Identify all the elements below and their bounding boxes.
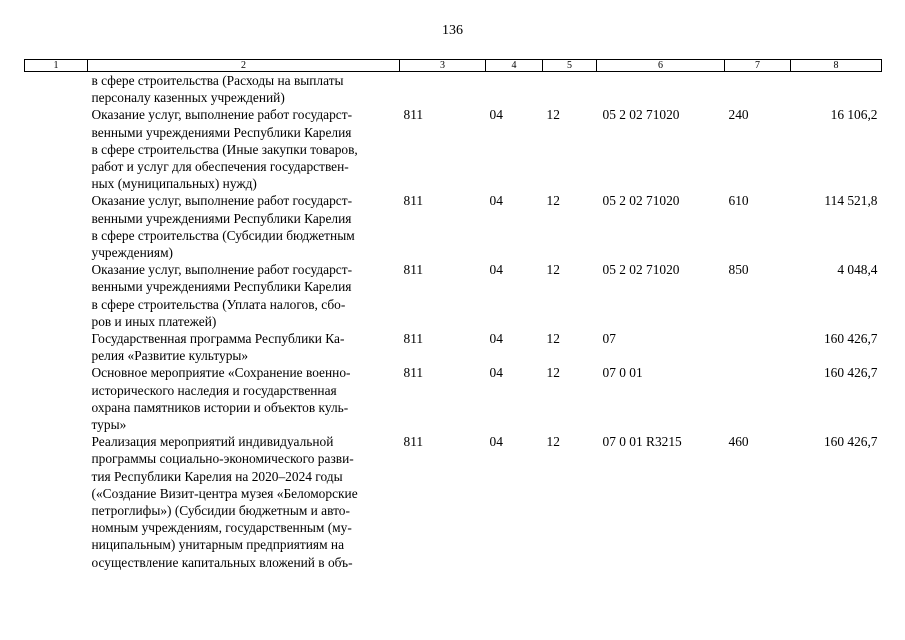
column-header: 6 <box>597 60 725 72</box>
row-index-cell <box>25 72 88 107</box>
row-index-cell <box>25 106 88 192</box>
table-row <box>25 72 882 107</box>
expense-type-code: 240 <box>728 107 749 123</box>
expense-type-code: 610 <box>728 193 749 209</box>
item-name-line: туры» <box>91 417 127 433</box>
table-row <box>25 261 882 330</box>
table-row <box>25 192 882 261</box>
item-name-line: Основное мероприятие «Сохранение военно- <box>91 365 351 381</box>
item-name-line: ров и иных платежей) <box>91 313 217 329</box>
amount: 160 426,7 <box>823 331 878 347</box>
item-name-line: петроглифы») (Субсидии бюджетным и авто- <box>91 503 350 519</box>
expense-type-code <box>725 72 791 107</box>
table-row <box>25 330 882 364</box>
target-article-code: 05 2 02 71020 <box>602 193 680 209</box>
item-name-cell <box>88 192 400 261</box>
item-name-line: Оказание услуг, выполнение работ государст- <box>91 262 353 278</box>
column-header: 1 <box>25 60 88 72</box>
expense-type-code: 850 <box>728 262 749 278</box>
expense-type-code: 460 <box>728 434 749 450</box>
section-code <box>486 72 543 107</box>
ministry-code <box>400 72 486 107</box>
item-name-line: («Создание Визит-центра музея «Беломорские <box>91 485 358 501</box>
subsection-code <box>543 72 597 107</box>
subsection-code: 12 <box>546 331 560 347</box>
item-name-line: ниципальным) унитарным предприятиям на <box>91 537 345 553</box>
item-name-cell <box>88 364 400 433</box>
item-name-line: программы социально-экономического разви- <box>91 451 354 467</box>
target-article-code: 05 2 02 71020 <box>602 262 680 278</box>
item-name-line: Оказание услуг, выполнение работ государст- <box>91 107 353 123</box>
item-name-line: Государственная программа Республики Ка- <box>91 331 345 347</box>
table-row <box>25 433 882 571</box>
item-name-cell <box>88 330 400 364</box>
item-name-line: Реализация мероприятий индивидуальной <box>91 434 334 450</box>
subsection-code: 12 <box>546 107 560 123</box>
item-name-cell <box>88 261 400 330</box>
item-name-line: релия «Развитие культуры» <box>91 348 249 364</box>
subsection-code: 12 <box>546 365 560 381</box>
item-name-line: работ и услуг для обеспечения государствен- <box>91 159 349 175</box>
item-name-line: тия Республики Карелия на 2020–2024 годы <box>91 468 343 484</box>
item-name-line: осуществление капитальных вложений в объ- <box>91 554 353 570</box>
target-article-code: 07 0 01 R3215 <box>602 434 682 450</box>
table-row <box>25 364 882 433</box>
expense-type-code <box>725 330 791 364</box>
column-header: 3 <box>400 60 486 72</box>
item-name-line: учреждениям) <box>91 245 174 261</box>
subsection-code: 12 <box>546 193 560 209</box>
item-name-cell <box>88 106 400 192</box>
item-name-line: в сфере строительства (Иные закупки товаров, <box>91 141 358 157</box>
item-name-cell <box>88 433 400 571</box>
table-header-row <box>25 60 882 72</box>
ministry-code: 811 <box>403 331 424 347</box>
column-header: 8 <box>791 60 882 72</box>
column-header: 5 <box>543 60 597 72</box>
subsection-code: 12 <box>546 262 560 278</box>
section-code: 04 <box>489 331 503 347</box>
section-code: 04 <box>489 193 503 209</box>
item-name-line: персоналу казенных учреждений) <box>91 90 285 106</box>
section-code: 04 <box>489 365 503 381</box>
item-name-cell <box>88 72 400 107</box>
item-name-line: номным учреждениям, государственным (му- <box>91 520 352 536</box>
amount: 114 521,8 <box>824 193 878 209</box>
row-index-cell <box>25 364 88 433</box>
subsection-code: 12 <box>546 434 560 450</box>
table-row <box>25 106 882 192</box>
section-code: 04 <box>489 107 503 123</box>
amount <box>791 72 882 107</box>
ministry-code: 811 <box>403 193 424 209</box>
amount: 16 106,2 <box>830 107 878 123</box>
target-article-code: 07 0 01 <box>602 365 643 381</box>
item-name-line: венными учреждениями Республики Карелия <box>91 210 352 226</box>
ministry-code: 811 <box>403 365 424 381</box>
ministry-code: 811 <box>403 262 424 278</box>
ministry-code: 811 <box>403 434 424 450</box>
amount: 160 426,7 <box>823 434 878 450</box>
section-code: 04 <box>489 262 503 278</box>
item-name-line: охрана памятников истории и объектов куль- <box>91 399 349 415</box>
row-index-cell <box>25 192 88 261</box>
target-article-code: 07 <box>602 331 616 347</box>
item-name-line: исторического наследия и государственная <box>91 382 337 398</box>
amount: 4 048,4 <box>837 262 878 278</box>
row-index-cell <box>25 330 88 364</box>
column-header: 7 <box>725 60 791 72</box>
amount: 160 426,7 <box>823 365 878 381</box>
row-index-cell <box>25 433 88 571</box>
item-name-line: Оказание услуг, выполнение работ государст- <box>91 193 353 209</box>
target-article-code: 05 2 02 71020 <box>602 107 680 123</box>
item-name-line: в сфере строительства (Субсидии бюджетным <box>91 227 355 243</box>
page-number: 136 <box>442 23 463 38</box>
ministry-code: 811 <box>403 107 424 123</box>
column-header: 2 <box>88 60 400 72</box>
expense-type-code <box>725 364 791 433</box>
section-code: 04 <box>489 434 503 450</box>
column-header: 4 <box>486 60 543 72</box>
target-article-code <box>597 72 725 107</box>
item-name-line: в сфере строительства (Расходы на выплаты <box>91 73 344 88</box>
item-name-line: венными учреждениями Республики Карелия <box>91 124 352 140</box>
item-name-line: ных (муниципальных) нужд) <box>91 176 257 192</box>
budget-table <box>24 59 882 571</box>
row-index-cell <box>25 261 88 330</box>
item-name-line: в сфере строительства (Уплата налогов, сбо- <box>91 296 346 312</box>
item-name-line: венными учреждениями Республики Карелия <box>91 279 352 295</box>
